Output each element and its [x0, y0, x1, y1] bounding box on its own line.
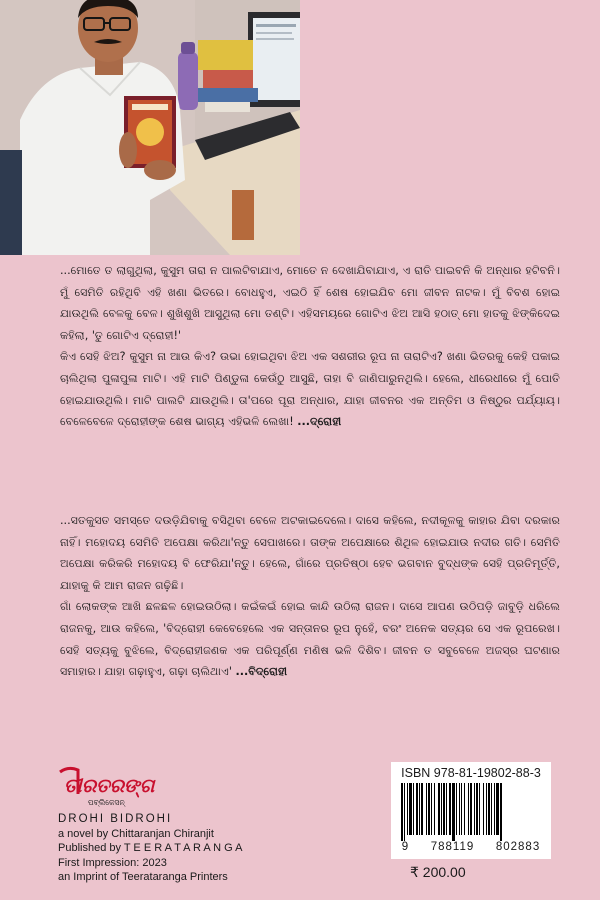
blurb-paragraph: ...ସତକୁସତ ସମସ୍ତେ ଦଉଡ଼ିଯିବାକୁ ବସିଥିବା ବେଳେ ଅଟକାଇଦେଲେ। ଦାସେ କହିଲେ, ନଦୀକୂଳକୁ କାହାର ଯିବା ଦରକାର ନାହିଁ। ମହୋଦୟ ସେମିତି ଅପେକ୍ଷା କରିଥା'ନ୍ତୁ ସେପାଖରେ। ତାଙ୍କ ଅପେକ୍ଷାରେ ଶିଥିଳ ହୋଇଯାଉ ନଦୀର ଗତି। ସେମିତି ଅପେକ୍ଷା କରିକରି ମହୋଦୟ ବି ଫେରିଯା'ନ୍ତୁ। ହେଲେ, ଗାଁରେ ପ୍ରତିଷ୍ଠା ହେବ ଭଗବାନ ବୁଦ୍ଧଙ୍କ ସେହି ପ୍ରତିମୂର୍ତ୍ତି, ଯାହାକୁ କି ଆମ ରାଜନ ଗଢ଼ିଛି।: [60, 514, 560, 592]
blurb-paragraph-text: ଗାଁ ଲୋକଙ୍କ ଆଖି ଛଳଛଳ ହୋଇଉଠିଲା। କଇଁକଇଁ ହୋଇ କାନ୍ଦି ଉଠିଲା ରାଜନ। ଦାସେ ଆପଣ ଉଠିପଡ଼ି ଜାବୁଡ଼ି ଧରିଲେ ରାଜନକୁ, ଆଉ କହିଲେ, 'ବିଦ୍ରୋହୀ କେବେହେଲେ ଏକ ସନ୍ତାନର ରୂପ ନୁହେଁ, ବରଂ ଅନେକ ସତ୍ୟର ସେ ଏକ ରୂପରେଖ। ସେହି ସତ୍ୟକୁ ବୁଝିଲେ, ବିଦ୍ରୋହୀଜଣକ ଏକ ପରିପୂର୍ଣ୍ଣ ମଣିଷ ଭଳି ଦିଶିବ। ଜୀବନ ତ ସବୁବେଳେ ଅଜସ୍ର ଘଟଣାର ସମାହାର। ଯାହା ଗଢ଼ାହୁଏ, ଗଢ଼ା ଚାଲିଥାଏ': [60, 600, 560, 679]
imprint-block: [58, 812, 318, 885]
impression-line: First Impression: 2023: [58, 856, 167, 869]
blurb-paragraph: [60, 346, 560, 432]
publisher-line: Published by T E E R A T A R A N G A: [58, 842, 243, 854]
publisher-logo: [58, 764, 168, 808]
author-line: a novel by Chittaranjan Chiranjit: [58, 827, 214, 840]
svg-text:ପବ୍ଲିକେସନ୍: ପବ୍ଲିକେସନ୍: [88, 798, 125, 807]
blurb-drohi: [60, 260, 560, 433]
blurb-signature: ...ଦ୍ରୋହୀ: [297, 415, 342, 429]
blurb-paragraph: [60, 596, 560, 682]
book-title: DROHI BIDROHI: [58, 813, 173, 825]
isbn-digit-group: 802883: [495, 841, 541, 853]
isbn-barcode: [391, 762, 551, 859]
isbn-label: ISBN 978-81-19802-88-3: [401, 766, 541, 780]
svg-text:ତୀରତରଙ୍ଗ: ତୀରତରଙ୍ଗ: [64, 775, 155, 797]
isbn-digit-group: 788119: [430, 841, 475, 853]
isbn-digit-group: 9: [401, 841, 410, 853]
blurb-bidrohi: [60, 510, 560, 683]
blurb-signature: ...ବିଦ୍ରୋହୀ: [235, 665, 288, 679]
author-photo: [0, 0, 300, 255]
printer-line: an Imprint of Teerataranga Printers: [58, 871, 228, 883]
price: ₹ 200.00: [410, 864, 466, 880]
blurb-paragraph-text: କିଏ ସେହି ଝିଅ? କୁସୁମ ନା ଆଉ କିଏ? ଉଭା ହୋଇଥିବା ଝିଅ ଏକ ସଶରୀର ରୂପ ନା ତାରାଟିଏ? ଖଣା ଭିତରକୁ କେହି ପକାଇ ଚାଲିଥିଲା ପୁଳାପୁଳା ମାଟି। ଏହି ମାଟି ପିଣ୍ଡୁଳା କେଉଁଠୁ ଆସୁଛି, ତାହା ବି ଜାଣିପାରୁନଥିଲି। ହେଲେ, ଧୀରେଧୀରେ ମୁଁ ପୋତି ହୋଇଯାଉଥିଲି। ମାଟି ପାଲଟି ଯାଉଥିଲି। ତା'ପରେ ପୂରା ଅନ୍ଧାର, ଯାହା ଜୀବନର ଏକ ଅନ୍ତିମ ଓ ନିଷ୍ଠୁର ପର୍ଯ୍ୟାୟ। ବେଳେବେଳେ ଦ୍ରୋହୀଙ୍କ ଶେଷ ଭାଗ୍ୟ ଏହିଭଳି ଲେଖା!: [60, 350, 560, 429]
isbn-digits: [391, 841, 551, 853]
blurb-paragraph: ...ମୋତେ ତ ଲାଗୁଥିଲା, କୁସୁମ ତାରା ନ ପାଲଟିବାଯାଏ, ମୋତେ ନ ଦେଖାଯିବାଯାଏ, ଏ ରାତି ପାଇବନି କି ଅନ୍ଧାର ହଟିବନି। ମୁଁ ସେମିତି ରହିଥିବି ଏହି ଖଣା ଭିତରେ। ବୋଧହୁଏ, ଏଇଠି ହିଁ ଶେଷ ହୋଇଯିବ ମୋ ଜୀବନ ନାଟକ। ମୁଁ ବିବଶ ହୋଇ ଯାଉଥିଲି ବେଳକୁ ବେଳ। ଶୁଖିଶୁଖି ଆସୁଥିଲା ମୋ ତଣ୍ଟି। ଏହିସମୟରେ ଗୋଟିଏ ଝିଅ ଆସି ହଠାତ୍ ମୋ ହାତକୁ ଝିଙ୍କିଦେଇ କହିଲା, 'ତୁ ଗୋଟିଏ ଦ୍ରୋହୀ!': [60, 264, 560, 342]
barcode-bars: [397, 783, 545, 841]
